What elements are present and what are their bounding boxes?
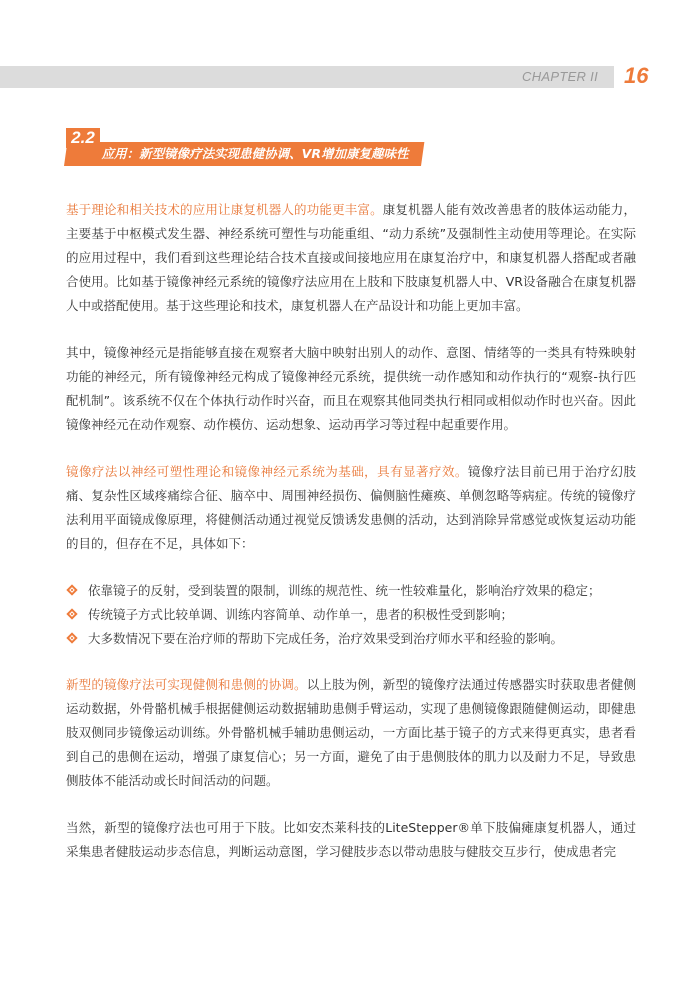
paragraph-lead: 新型的镜像疗法可实现健侧和患侧的协调。	[66, 677, 307, 692]
paragraph-text: 镜像疗法目前已用于治疗幻肢痛、复杂性区域疼痛综合征、脑卒中、周围神经损伤、偏侧脑性瘫痪、单侧忽略等病症。传统的镜像疗法利用平面镜成像原理，将健侧活动通过视觉反馈诱发患侧的活动，达到消除异常感觉或恢复运动功能的目的，但存在不足，具体如下：	[66, 464, 636, 551]
diamond-bullet-icon	[66, 632, 77, 643]
section-title: 应用：新型镜像疗法实现患健协调、VR增加康复趣味性	[101, 146, 409, 161]
list-item-text: 依靠镜子的反射，受到装置的限制，训练的规范性、统一性较难量化，影响治疗效果的稳定；	[88, 583, 601, 598]
page-number: 16	[624, 63, 649, 88]
paragraph-text: 以上肢为例，新型的镜像疗法通过传感器实时获取患者健侧运动数据，外骨骼机械手根据健侧运动数据辅助患侧手臂运动，实现了患侧镜像跟随健侧运动，即健患肢双侧同步镜像运动训练。外骨骼机械手辅助患侧运动，一方面比基于镜子的方式来得更真实，患者看到自己的患侧在运动，增强了康复信心；另一方面，避免了由于患侧肢体的肌力以及耐力不足，导致患侧肢体不能活动或长时间活动的问题。	[66, 677, 636, 788]
paragraph-text: 当然，新型的镜像疗法也可用于下肢。比如安杰莱科技的LiteStepper®单下肢偏瘫康复机器人，通过采集患者健肢运动步态信息，判断运动意图，学习健肢步态以带动患肢与健肢交互步行，使成患者完	[66, 820, 636, 859]
list-item	[66, 603, 636, 627]
list-item-text: 大多数情况下要在治疗师的帮助下完成任务，治疗效果受到治疗师水平和经验的影响。	[88, 631, 564, 646]
paragraph-lead: 基于理论和相关技术的应用让康复机器人的功能更丰富。	[66, 202, 383, 217]
section-title-banner	[64, 142, 424, 166]
paragraph-4	[66, 673, 636, 793]
section-number: 2.2	[66, 128, 100, 148]
body-content	[66, 198, 636, 887]
diamond-bullet-icon	[66, 608, 77, 619]
paragraph-3	[66, 460, 636, 556]
paragraph-5	[66, 816, 636, 864]
list-item	[66, 579, 636, 603]
chapter-label: CHAPTER II	[522, 69, 598, 84]
diamond-bullet-icon	[66, 584, 77, 595]
paragraph-text: 其中，镜像神经元是指能够直接在观察者大脑中映射出别人的动作、意图、情绪等的一类具有特殊映射功能的神经元，所有镜像神经元构成了镜像神经元系统，提供统一动作感知和动作执行的“观察-执行匹配机制”。该系统不仅在个体执行动作时兴奋，而且在观察其他同类执行相同或相似动作时也兴奋。因此镜像神经元在动作观察、动作模仿、运动想象、运动再学习等过程中起重要作用。	[66, 345, 636, 432]
list-item	[66, 627, 636, 651]
list-item-text: 传统镜子方式比较单调、训练内容简单、动作单一，患者的积极性受到影响；	[88, 607, 514, 622]
paragraph-text: 康复机器人能有效改善患者的肢体运动能力，主要基于中枢模式发生器、神经系统可塑性与功能重组、“动力系统”及强制性主动使用等理论。在实际的应用过程中，我们看到这些理论结合技术直接或间接地应用在康复治疗中，和康复机器人搭配或者融合使用。比如基于镜像神经元系统的镜像疗法应用在上肢和下肢康复机器人中、VR设备融合在康复机器人中或搭配使用。基于这些理论和技术，康复机器人在产品设计和功能上更加丰富。	[66, 202, 636, 313]
paragraph-2	[66, 341, 636, 437]
section-heading	[64, 128, 424, 166]
limitations-list	[66, 579, 636, 651]
paragraph-lead: 镜像疗法以神经可塑性理论和镜像神经元系统为基础，具有显著疗效。	[66, 464, 468, 479]
paragraph-1	[66, 198, 636, 318]
